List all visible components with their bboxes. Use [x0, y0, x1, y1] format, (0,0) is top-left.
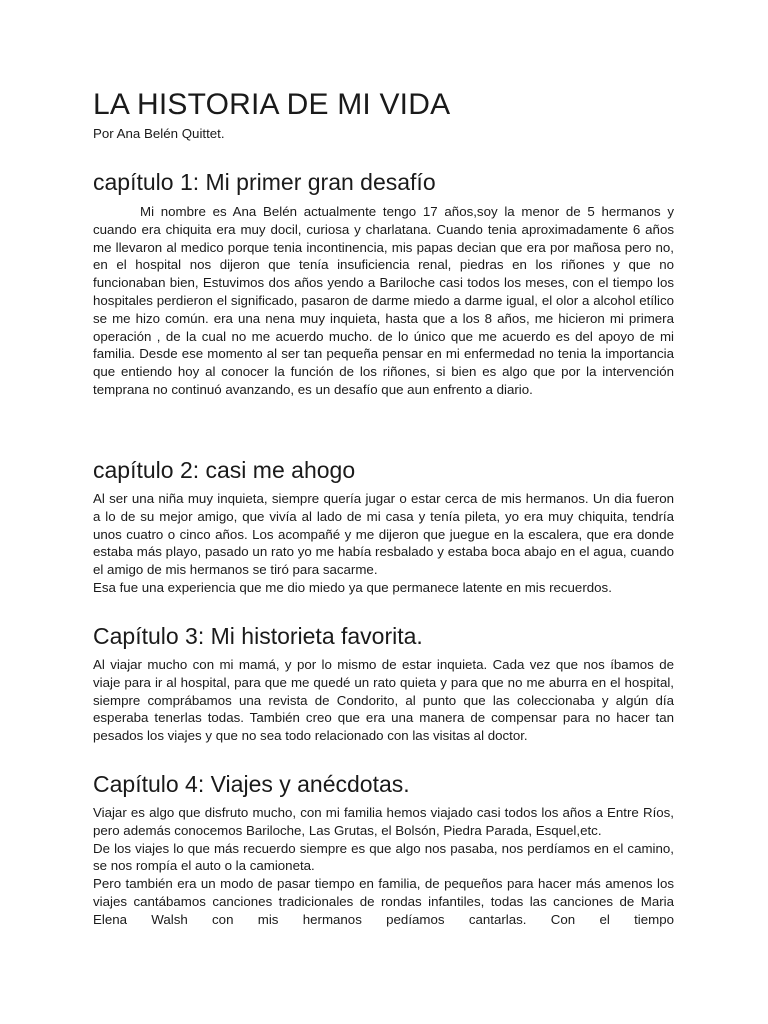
- chapter-2: [93, 456, 674, 597]
- chapter-paragraph: Al viajar mucho con mi mamá, y por lo mismo de estar inquieta. Cada vez que nos íbamos de viaje para ir al hospital, para que me quedé un rato quieta y para que no me aburra en el hospital, siempre comprábamos una revista de Condorito, al punto que las coleccionaba y algún día esperaba tenerlas todas. También creo que era una manera de compensar para no hacer tan pesados los viajes y que no sea todo relacionado con las visitas al doctor.: [93, 657, 674, 744]
- chapter-paragraph: Viajar es algo que disfruto mucho, con mi familia hemos viajado casi todos los años a Entre Ríos, pero además conocemos Bariloche, Las Grutas, el Bolsón, Piedra Parada, Esquel,etc.: [93, 805, 674, 838]
- chapter-paragraph: Pero también era un modo de pasar tiempo en familia, de pequeños para hacer más amenos los viajes cantábamos canciones tradicionales de rondas infantiles, todas las canciones de Maria Elena Walsh con mis hermanos pedíamos cantarlas. Con el tiempo: [93, 876, 674, 927]
- document-title: LA HISTORIA DE MI VIDA: [93, 88, 451, 121]
- chapter-1: [93, 168, 674, 399]
- chapter-paragraph: Mi nombre es Ana Belén actualmente tengo 17 años,soy la menor de 5 hermanos y cuando era chiquita era muy docil, curiosa y charlatana. Cuando tenia aproximadamente 6 años me llevaron al medico porque tenia incontinencia, mis papas decian que era por mañosa pero no, en el hospital nos dijeron que tenía insuficiencia renal, piedras en los riñones y que no funcionaban bien, Estuvimos dos años yendo a Bariloche casi todos los meses, con el tiempo los hospitales perdieron el significado, pasaron de darme miedo a darme igual, el olor a alcohol etílico se me hizo común. era una nena muy inquieta, hasta que a los 8 años, me hicieron mi primera operación , de la cual no me acuerdo mucho. de lo único que me acuerdo es del apoyo de mi familia. Desde ese momento al ser tan pequeña pensar en mi enfermedad no tenia la importancia que entiendo hoy al conocer la función de los riñones, si bien es algo que por la intervención temprana no continuó avanzando, es un desafío que aun enfrento a diario.: [93, 204, 674, 397]
- chapter-4: [93, 770, 674, 929]
- chapter-heading: Capítulo 4: Viajes y anécdotas.: [93, 771, 410, 797]
- chapter-heading: capítulo 1: Mi primer gran desafío: [93, 169, 436, 195]
- author-byline: Por Ana Belén Quittet.: [93, 126, 225, 141]
- chapter-paragraph: Al ser una niña muy inquieta, siempre quería jugar o estar cerca de mis hermanos. Un dia fueron a lo de su mejor amigo, que vivía al lado de mi casa y tenía pileta, yo era muy chiquita, tendría unos cuatro o cinco años. Los acompañé y me dijeron que juegue en la escalera, que era donde estaba más playo, pasado un rato yo me había resbalado y estaba boca abajo en el agua, cuando el amigo de mis hermanos se tiró para sacarme.: [93, 491, 674, 578]
- chapter-heading: Capítulo 3: Mi historieta favorita.: [93, 623, 423, 649]
- chapter-paragraph: De los viajes lo que más recuerdo siempre es que algo nos pasaba, nos perdíamos en el camino, se nos rompía el auto o la camioneta.: [93, 840, 674, 874]
- chapter-3: [93, 622, 674, 745]
- chapter-heading: capítulo 2: casi me ahogo: [93, 457, 356, 483]
- chapter-paragraph: Esa fue una experiencia que me dio miedo ya que permanece latente en mis recuerdos.: [93, 579, 612, 595]
